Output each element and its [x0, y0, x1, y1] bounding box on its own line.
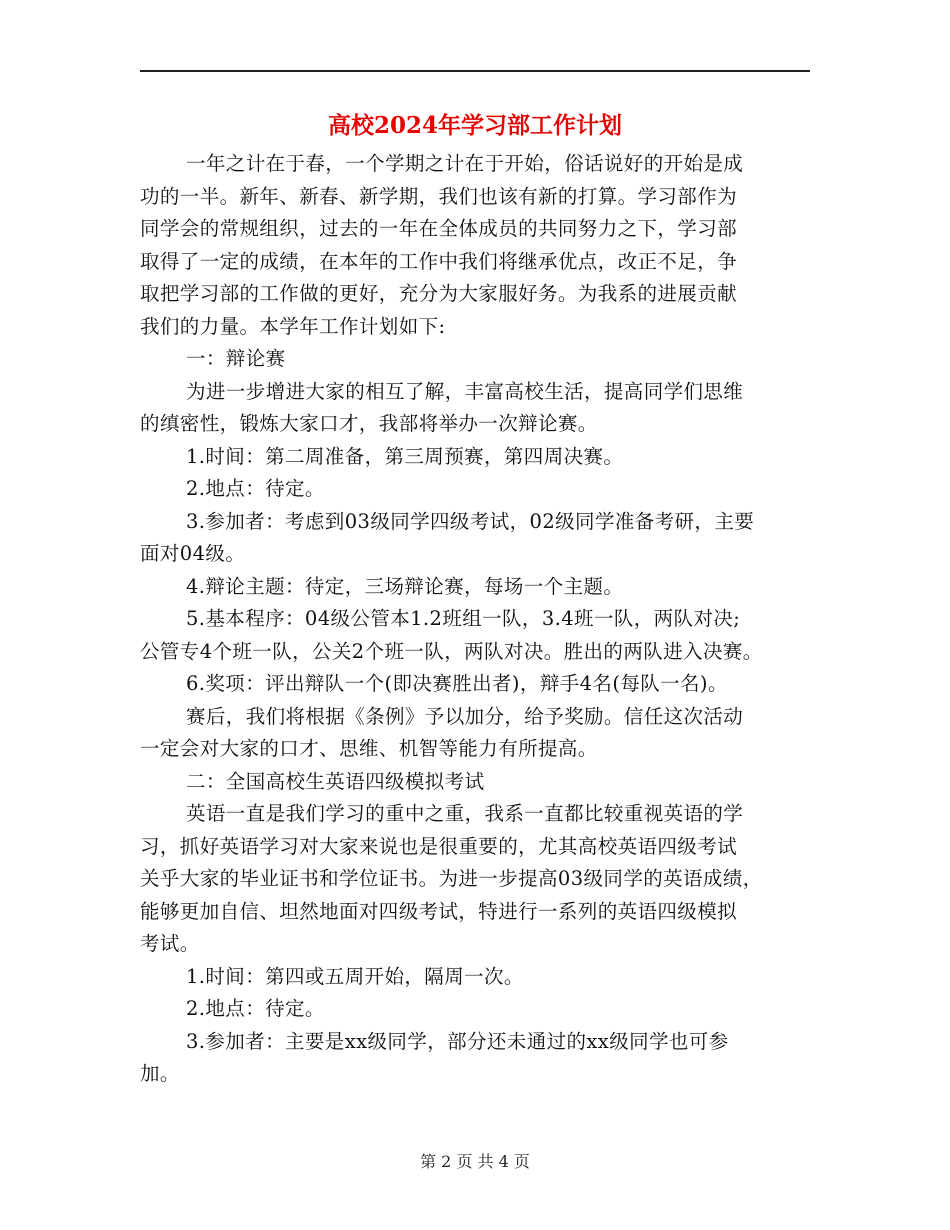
body-line: 一定会对大家的口才、思维、机智等能力有所提高。 — [140, 737, 598, 760]
body-line: 5.基本程序：04级公管本1.2班组一队，3.4班一队，两队对决; — [186, 607, 741, 630]
body-line: 功的一半。新年、新春、新学期，我们也该有新的打算。学习部作为 — [140, 184, 738, 208]
body-line: 2.地点：待定。 — [186, 997, 325, 1020]
body-line: 一年之计在于春，一个学期之计在于开始，俗话说好的开始是成 — [186, 152, 744, 175]
body-line: 考试。 — [140, 932, 200, 955]
body-line: 1.时间：第二周准备，第三周预赛，第四周决赛。 — [186, 444, 624, 468]
body-line: 同学会的常规组织，过去的一年在全体成员的共同努力之下，学习部 — [140, 217, 738, 240]
body-line: 2.地点：待定。 — [186, 477, 325, 500]
body-line: 一：辩论赛 — [186, 347, 286, 370]
document-body — [140, 148, 820, 1091]
body-line: 英语一直是我们学习的重中之重，我系一直都比较重视英语的学 — [186, 802, 744, 825]
page-number: 第 2 页 共 4 页 — [420, 1152, 530, 1171]
body-line: 3.参加者：主要是xx级同学，部分还未通过的xx级同学也可参 — [186, 1029, 729, 1053]
body-line: 1.时间：第四或五周开始，隔周一次。 — [186, 964, 524, 988]
body-line: 取得了一定的成绩，在本年的工作中我们将继承优点，改正不足，争 — [140, 249, 738, 273]
body-line: 我们的力量。本学年工作计划如下: — [140, 314, 446, 338]
body-line: 关乎大家的毕业证书和学位证书。为进一步提高03级同学的英语成绩， — [140, 867, 763, 890]
body-line: 的缜密性，锻炼大家口才，我部将举办一次辩论赛。 — [140, 412, 598, 435]
document-title: 高校2024年学习部工作计划 — [327, 112, 622, 139]
body-line: 取把学习部的工作做的更好，充分为大家服好务。为我系的进展贡献 — [140, 282, 738, 305]
body-line: 加。 — [140, 1062, 180, 1085]
body-line: 6.奖项：评出辩队一个(即决赛胜出者)，辩手4名(每队一名)。 — [186, 672, 728, 695]
body-line: 二：全国高校生英语四级模拟考试 — [186, 769, 485, 793]
body-line: 为进一步增进大家的相互了解，丰富高校生活，提高同学们思维 — [186, 379, 744, 403]
header-rule — [140, 70, 810, 72]
body-line: 4.辩论主题：待定，三场辩论赛，每场一个主题。 — [186, 574, 624, 598]
body-line: 能够更加自信、坦然地面对四级考试，特进行一系列的英语四级模拟 — [140, 899, 738, 923]
body-line: 习，抓好英语学习对大家来说也是很重要的，尤其高校英语四级考试 — [140, 834, 738, 858]
body-line: 公管专4个班一队，公关2个班一队，两队对决。胜出的两队进入决赛。 — [140, 639, 763, 663]
body-line: 赛后，我们将根据《条例》予以加分，给予奖励。信任这次活动 — [186, 704, 744, 728]
body-line: 面对04级。 — [140, 542, 246, 565]
body-line: 3.参加者：考虑到03级同学四级考试，02级同学准备考研，主要 — [186, 509, 755, 533]
